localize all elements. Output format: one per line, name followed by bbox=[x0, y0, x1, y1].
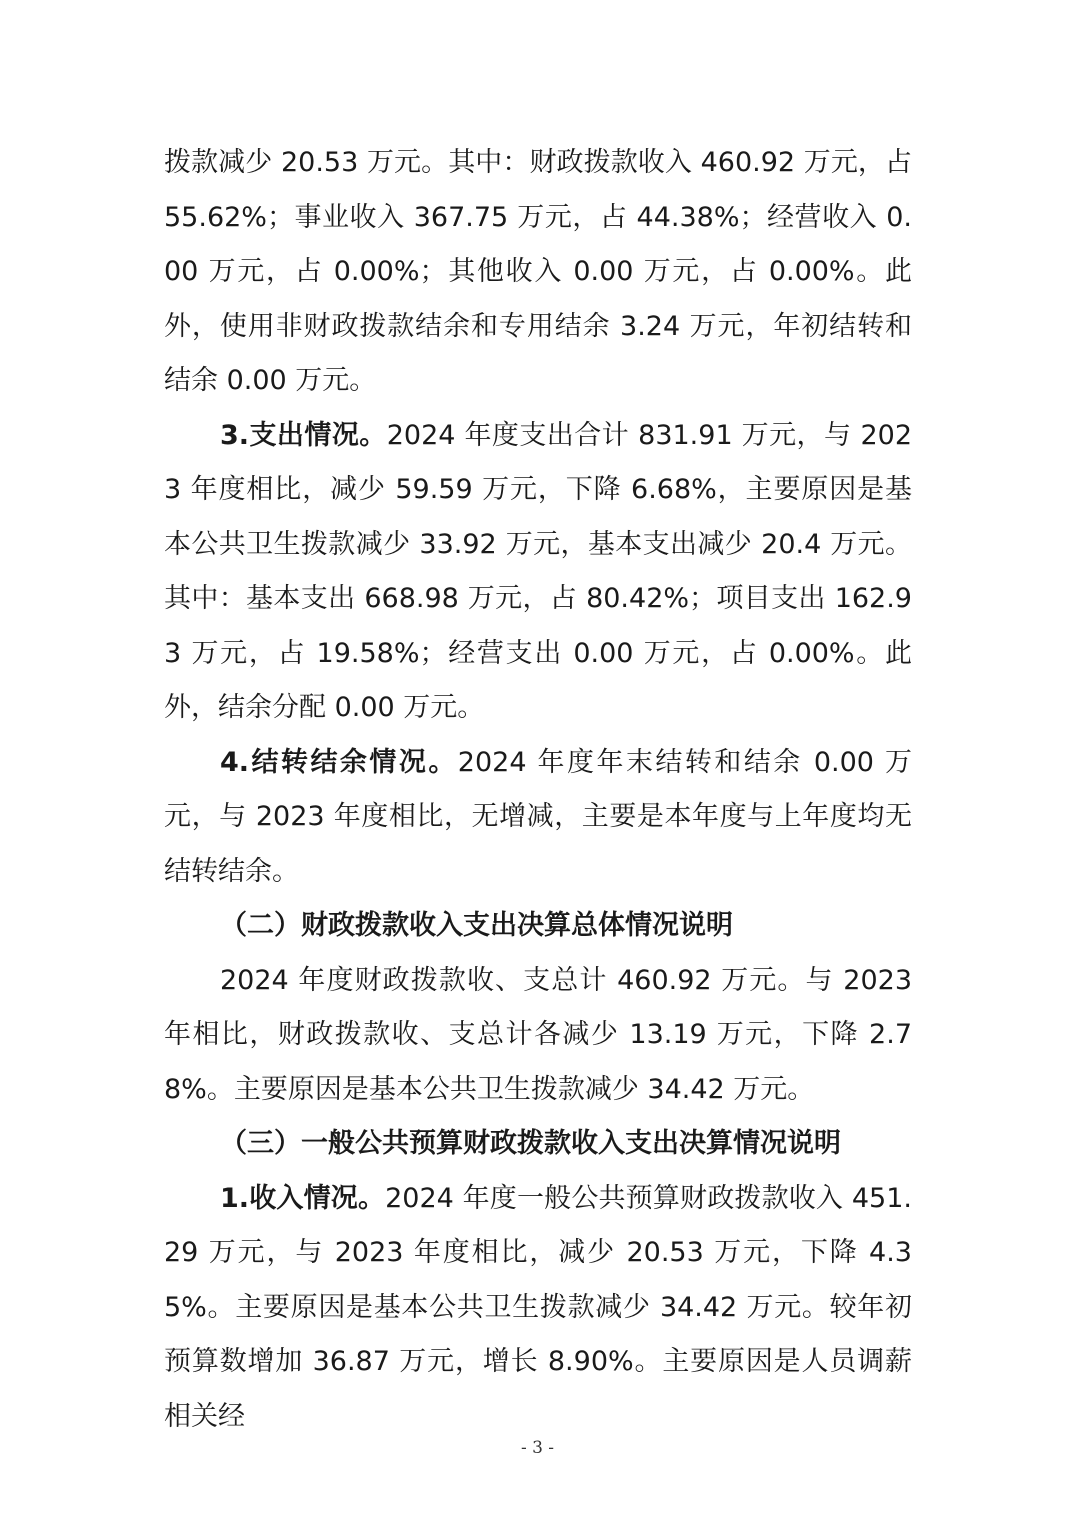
expenditure-lead: 3.支出情况。 bbox=[220, 419, 387, 451]
section2-paragraph: 2024 年度财政拨款收、支总计 460.92 万元。与 2023 年相比，财政拨款收、支总计各减少 13.19 万元，下降 2.78%。主要原因是基本公共卫生拨款减少 34.42 万元。 bbox=[164, 964, 912, 1105]
page-number: - 3 - bbox=[520, 1438, 555, 1458]
income-continued-paragraph: 拨款减少 20.53 万元。其中：财政拨款收入 460.92 万元，占 55.62%；事业收入 367.75 万元，占 44.38%；经营收入 0.00 万元，占 0.00%；其他收入 0.00 万元，占 0.00%。此外，使用非财政拨款结余和专用结余 3.24 万元，年初结转和结余 0.00 万元。 bbox=[164, 147, 912, 396]
section3-income-lead: 1.收入情况。 bbox=[220, 1182, 386, 1214]
section3-income-body: 2024 年度一般公共预算财政拨款收入 451.29 万元，与 2023 年度相比，减少 20.53 万元，下降 4.35%。主要原因是基本公共卫生拨款减少 34.42 万元。较年初预算数增加 36.87 万元，增长 8.90%。主要原因是人员调薪相关经 bbox=[164, 1182, 912, 1432]
carryover-paragraph bbox=[164, 736, 912, 900]
section2-heading: （二）财政拨款收入支出决算总体情况说明 bbox=[220, 910, 733, 941]
expenditure-paragraph bbox=[164, 409, 912, 736]
section3-income-paragraph bbox=[164, 1172, 912, 1445]
expenditure-body: 2024 年度支出合计 831.91 万元，与 2023 年度相比，减少 59.59 万元，下降 6.68%，主要原因是基本公共卫生拨款减少 33.92 万元，基本支出减少 20.4 万元。其中：基本支出 668.98 万元，占 80.42%；项目支出 162.93 万元，占 19.58%；经营支出 0.00 万元，占 0.00%。此外，结余分配 0.00 万元。 bbox=[164, 419, 912, 723]
document-body bbox=[164, 136, 912, 1444]
carryover-body: 2024 年度年末结转和结余 0.00 万元，与 2023 年度相比，无增减，主要是本年度与上年度均无结转结余。 bbox=[164, 746, 912, 887]
carryover-lead: 4.结转结余情况。 bbox=[220, 746, 458, 778]
section3-heading: （三）一般公共预算财政拨款收入支出决算情况说明 bbox=[220, 1128, 841, 1159]
